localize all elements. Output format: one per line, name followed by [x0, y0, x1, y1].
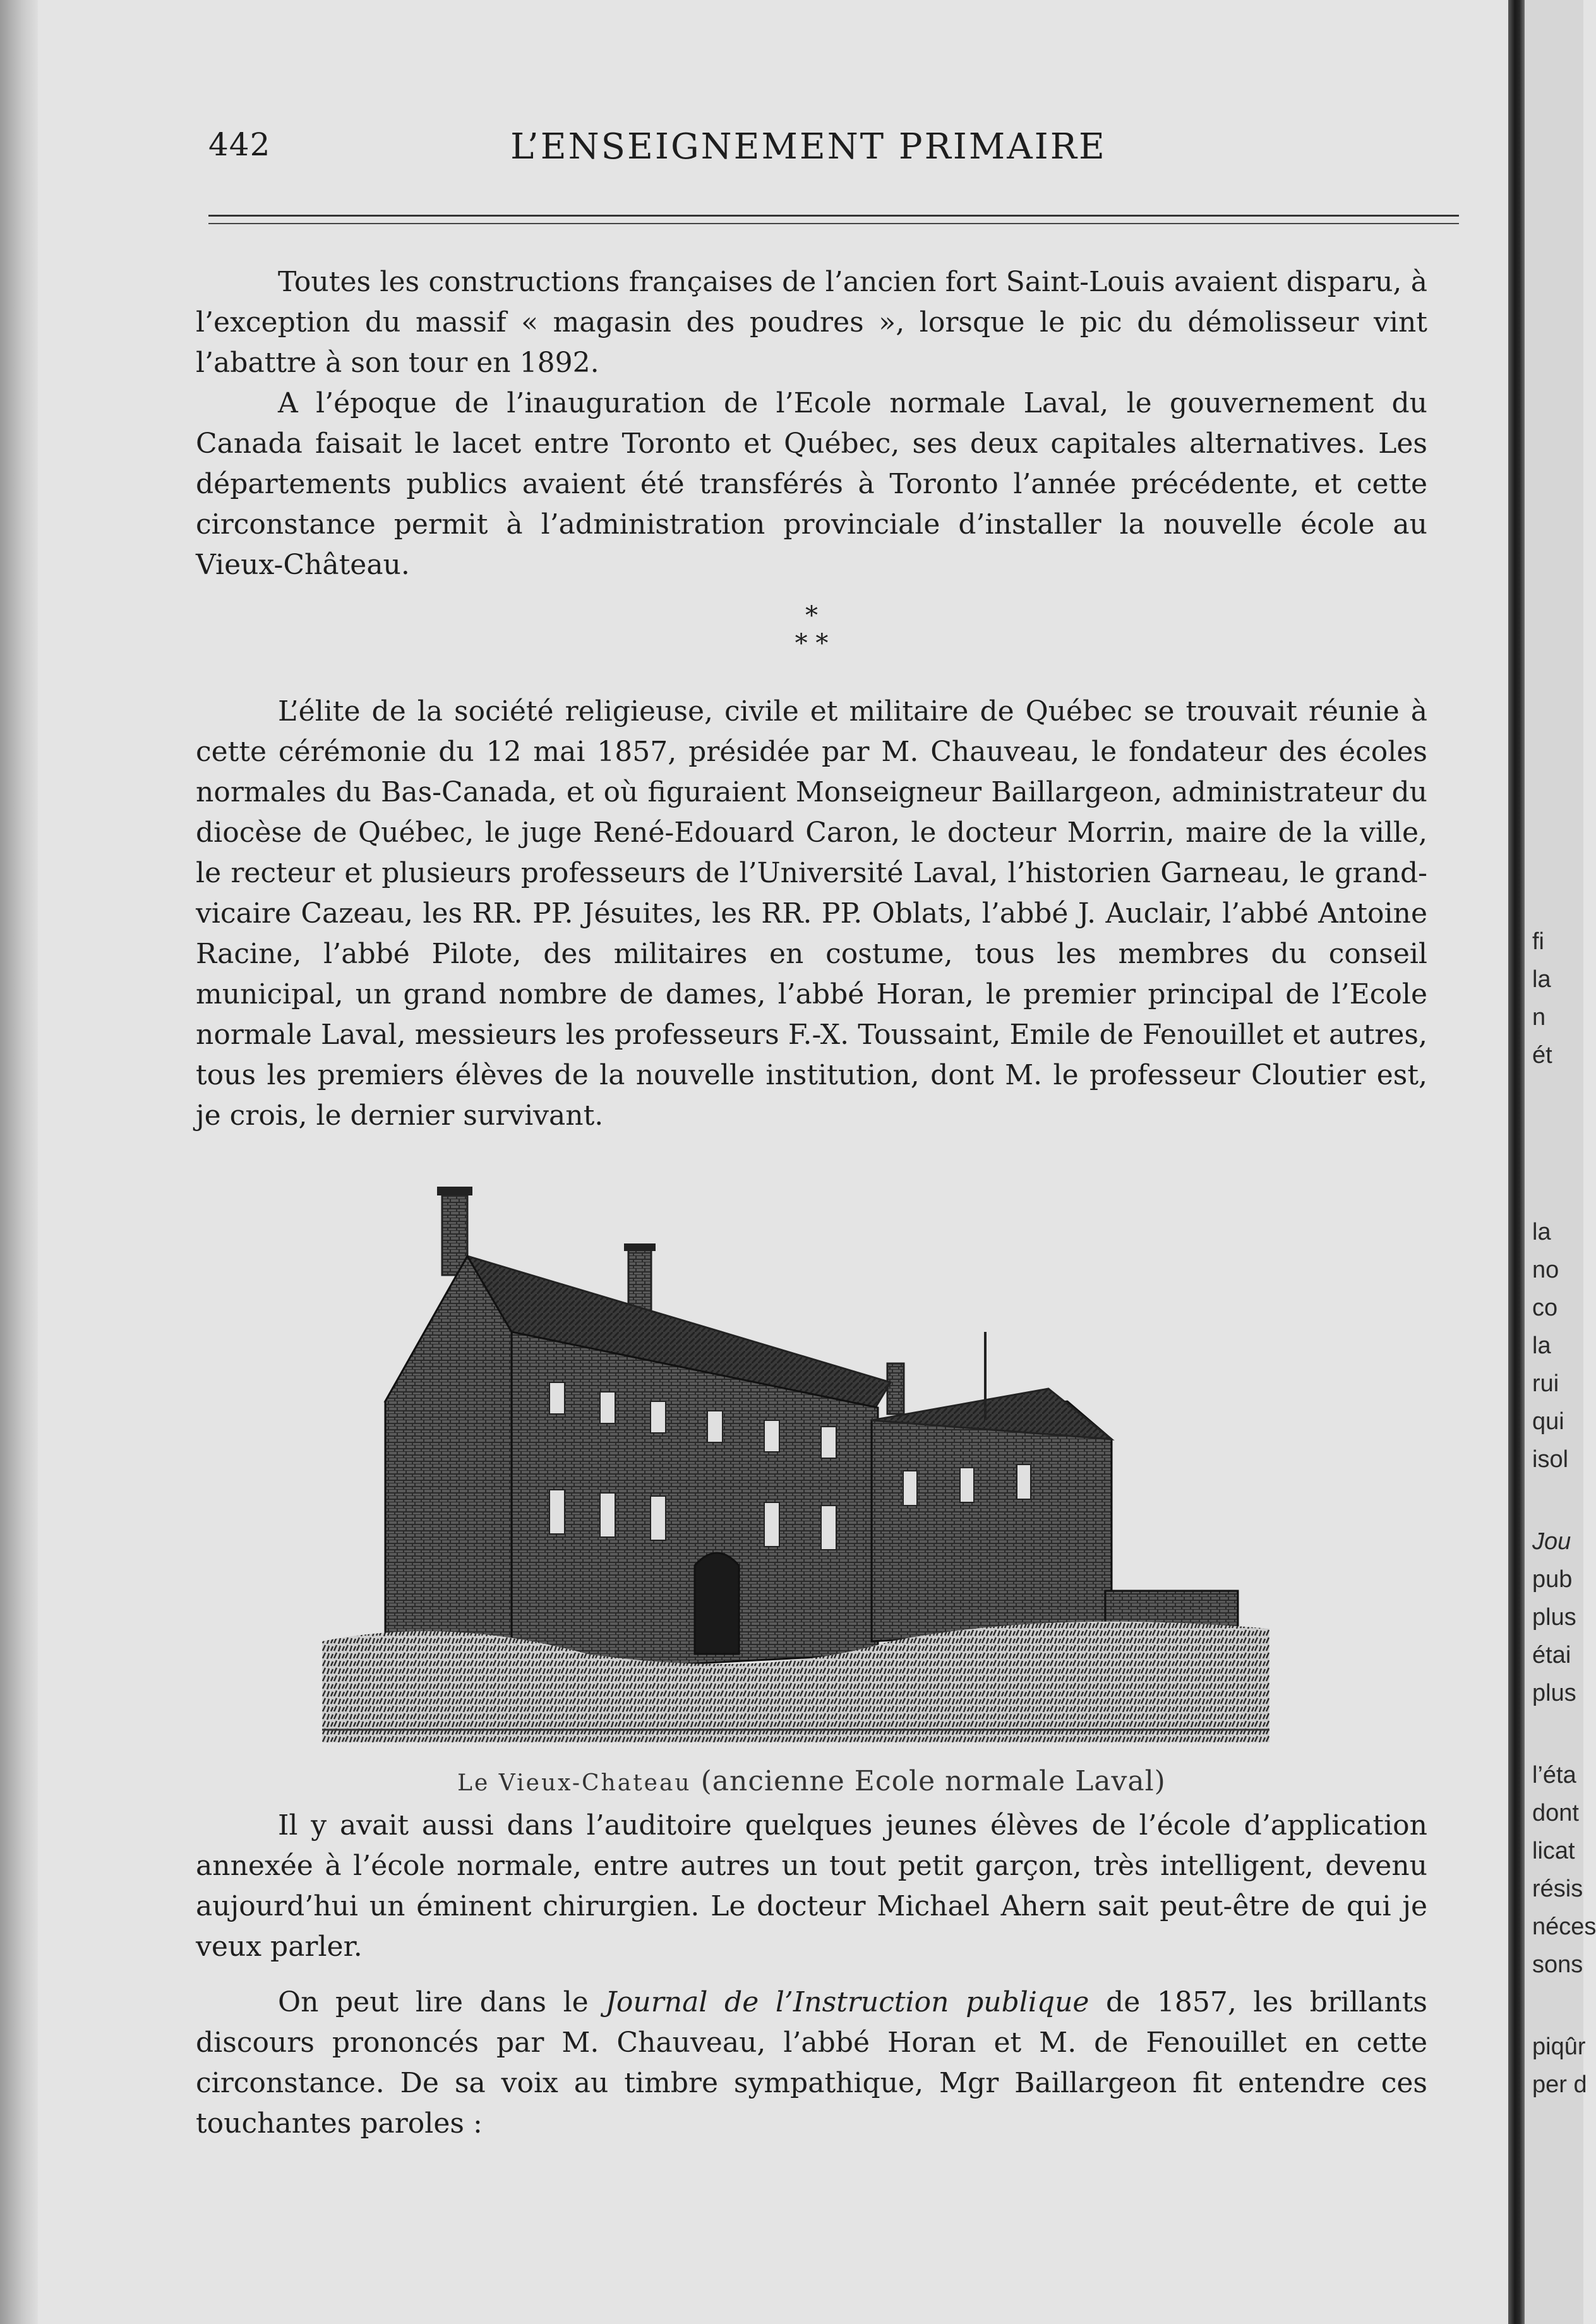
facing-fragment: piqûr — [1532, 2033, 1586, 2060]
facing-fragment: plus — [1532, 1604, 1576, 1631]
figure — [196, 1174, 1427, 1806]
facing-fragment: plus — [1532, 1680, 1576, 1706]
facing-fragment: isol — [1532, 1446, 1569, 1473]
paragraph-ceremony: L’élite de la société religieuse, civile et militaire de Québec se trouvait réunie à cette cérémonie du 12 mai 1857, présidée par M. Chauveau, le fondateur des écoles normales du Bas-Canada, et où figuraient Monseigneur Baillargeon, administrateur du diocèse de Québec, le juge René-Edouard Caron, le docteur Morrin, maire de la ville, le recteur et plusieurs professeurs de l’Université Laval, l’historien Garneau, le grand-vicaire Cazeau, les RR. PP. Jésuites, les RR. PP. Oblats, l’abbé J. Auclair, l’abbé Antoine Racine, l’abbé Pilote, des militaires en costume, tous les membres du conseil municipal, un grand nombre de dames, l’abbé Horan, le premier principal de l’Ecole normale Laval, messieurs les professeurs F.-X. Toussaint, Emile de Fenouillet et autres, tous les premiers élèves de la nouvelle institution, dont M. le professeur Cloutier est, je crois, le dernier survivant. — [196, 695, 1427, 1132]
page-left-edge-shadow — [0, 0, 38, 2324]
asterism-top: * — [805, 601, 818, 630]
paragraph-auditorium: Il y avait aussi dans l’auditoire quelques jeunes élèves de l’école d’application annexée à l’école normale, entre autres un tout petit garçon, très intelligent, devenu aujourd’hui un éminent chirurgien. Le docteur Michael Ahern sait peut-être de qui je veux parler. — [196, 1809, 1427, 1963]
paragraph-fort-saint-louis: Toutes les constructions françaises de l’ancien fort Saint-Louis avaient disparu, à l’exception du massif « magasin des poudres », lorsque le pic du démolisseur vint l’abattre à son tour en 1892. — [196, 266, 1427, 379]
facing-fragment: n — [1532, 1004, 1546, 1031]
facing-fragment: l’éta — [1532, 1762, 1576, 1788]
facing-fragment: la — [1532, 1219, 1551, 1245]
page-number: 442 — [208, 126, 271, 163]
facing-fragment: la — [1532, 1333, 1551, 1359]
caption-smallcaps: Le Vieux-Chateau — [457, 1770, 692, 1796]
page-body — [196, 262, 1427, 2144]
facing-fragment: étai — [1532, 1642, 1571, 1668]
facing-fragment: licat — [1532, 1838, 1575, 1864]
paragraph-journal-start: On peut lire dans le — [278, 1986, 606, 2018]
header-rule — [208, 215, 1459, 224]
facing-fragment: fi — [1532, 928, 1544, 955]
book-page — [177, 107, 1440, 2242]
running-title: L’ENSEIGNEMENT PRIMAIRE — [510, 126, 1107, 167]
facing-fragment: Jou — [1532, 1528, 1571, 1555]
caption-subtitle: (ancienne Ecole normale Laval) — [691, 1765, 1166, 1797]
facing-fragment: sons — [1532, 1951, 1583, 1978]
vieux-chateau-engraving — [322, 1174, 1269, 1742]
paragraph-inauguration: A l’époque de l’inauguration de l’Ecole normale Laval, le gouvernement du Canada faisait le lacet entre Toronto et Québec, ses deux capitales alternatives. Les départements publics avaient été transférés à Toronto l’année précédente, et cette circonstance permit à l’administration provinciale d’installer la nouvelle école au Vieux-Château. — [196, 387, 1427, 581]
book-gutter — [1508, 0, 1525, 2324]
paragraph-journal — [196, 1982, 1427, 2144]
asterism-bottom: * * — [795, 629, 829, 658]
asterism — [196, 602, 1427, 657]
facing-fragment: ét — [1532, 1042, 1552, 1069]
facing-fragment: pub — [1532, 1566, 1573, 1593]
facing-fragment: résis — [1532, 1876, 1583, 1902]
facing-fragment: néces — [1532, 1914, 1596, 1940]
running-head — [177, 126, 1440, 177]
facing-fragment: per d — [1532, 2071, 1587, 2098]
figure-caption — [196, 1761, 1427, 1804]
facing-fragment: qui — [1532, 1408, 1564, 1435]
facing-fragment: rui — [1532, 1370, 1559, 1397]
facing-fragment: dont — [1532, 1800, 1579, 1826]
facing-fragment: la — [1532, 966, 1551, 993]
facing-page-edge — [1525, 0, 1596, 2324]
facing-fragment: no — [1532, 1257, 1559, 1283]
paragraph-journal-end: de 1857, les brillants discours prononcés par M. Chauveau, l’abbé Horan et M. de Fenouillet en cette circonstance. De sa voix au timbre sympathique, Mgr Baillargeon fit entendre ces touchantes paroles : — [196, 1986, 1427, 2140]
journal-title: Journal de l’Instruction publique — [605, 1986, 1089, 2018]
facing-fragment: co — [1532, 1295, 1558, 1321]
